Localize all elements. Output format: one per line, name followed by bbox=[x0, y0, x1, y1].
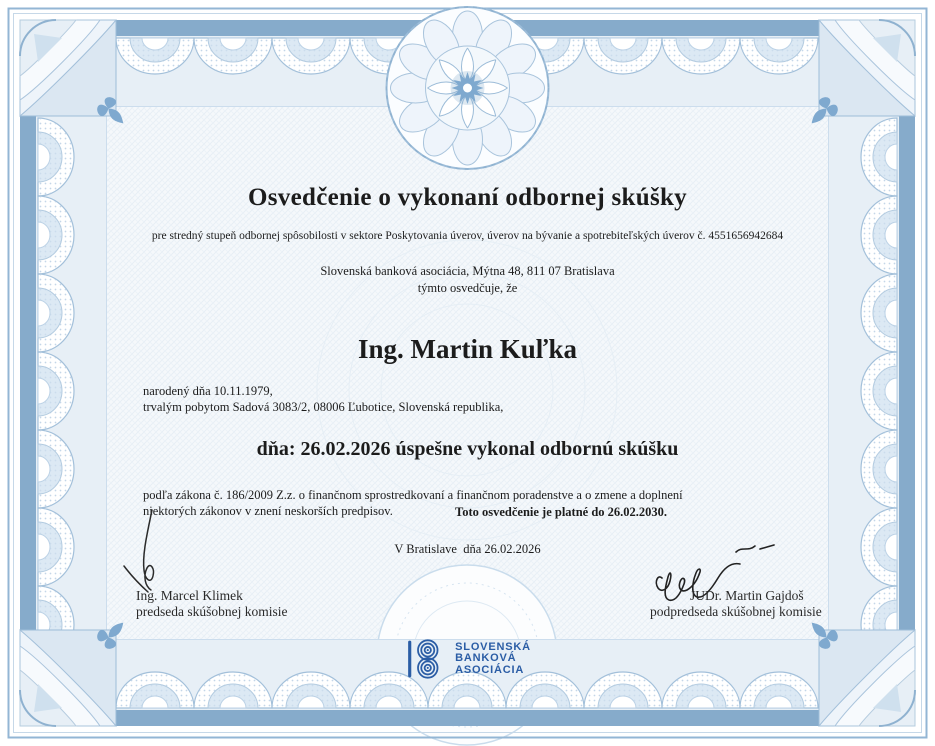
sba-logo-line3: ASOCIÁCIA bbox=[455, 663, 525, 676]
place-date-line: V Bratislave dňa 26.02.2026 bbox=[394, 542, 541, 556]
certificate-title: Osvedčenie o vykonaní odbornej skúšky bbox=[248, 184, 687, 211]
signature-left-role: predseda skúšobnej komisie bbox=[136, 604, 288, 619]
signature-right-name: JUDr. Martin Gajdoš bbox=[690, 588, 804, 603]
issuer-line: Slovenská banková asociácia, Mýtna 48, 811 07 Bratislava bbox=[320, 264, 615, 278]
born-line: narodený dňa 10.11.1979, bbox=[143, 384, 273, 398]
sba-logo bbox=[404, 638, 531, 680]
certificate-subtitle: pre stredný stupeň odbornej spôsobilosti v sektore Poskytovania úverov, úverov na bývanie a spotrebiteľských úverov č. 4551656942684 bbox=[151, 230, 784, 242]
signature-left-name: Ing. Marcel Klimek bbox=[136, 588, 243, 603]
exam-statement: dňa: 26.02.2026 úspešne vykonal odbornú skúšku bbox=[256, 438, 679, 460]
holder-name: Ing. Martin Kuľka bbox=[358, 334, 577, 364]
signature-right-role: podpredseda skúšobnej komisie bbox=[650, 604, 822, 619]
residence-line: trvalým pobytom Sadová 3083/2, 08006 Ľubotice, Slovenská republika, bbox=[143, 399, 504, 414]
validity-line: Toto osvedčenie je platné do 26.02.2030. bbox=[455, 505, 668, 519]
rosette-medallion bbox=[387, 7, 549, 169]
sba-logo-line1: SLOVENSKÁ bbox=[455, 640, 531, 653]
personal-details bbox=[143, 384, 503, 415]
legal-text-line2: niektorých zákonov v znení neskorších predpisov. bbox=[143, 503, 393, 518]
sba-logo-line2: BANKOVÁ bbox=[455, 652, 517, 665]
certifies-line: týmto osvedčuje, že bbox=[417, 281, 518, 295]
sba-logo-mark bbox=[404, 638, 446, 680]
legal-text-line1: podľa zákona č. 186/2009 Z.z. o finančnom sprostredkovaní a finančnom poradenstve a o zmene a doplnení bbox=[143, 488, 683, 502]
signature-left-scribble bbox=[118, 508, 178, 596]
sba-logo-text bbox=[455, 642, 531, 677]
